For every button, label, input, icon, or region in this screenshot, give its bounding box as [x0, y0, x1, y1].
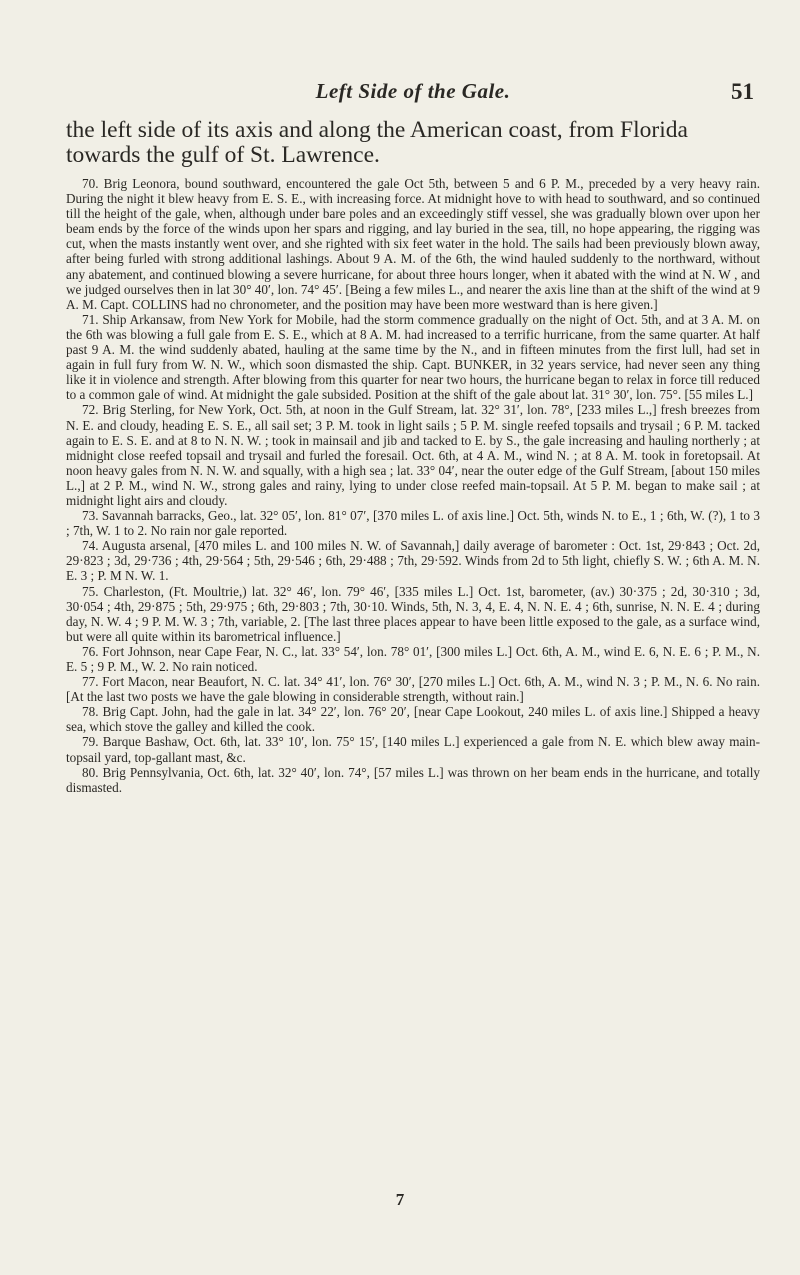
- paragraph-70: 70. Brig Leonora, bound southward, encountered the gale Oct 5th, between 5 and 6 P. M., preceded by a very heavy rain. During the night it blew heavy from E. S. E., with increasing force. At midnight hove to with head to southward, and so continued till the height of the gale, when, although under bare poles and an exceedingly stiff vessel, she was gradually blown over upon her beam ends by the force of the winds upon her spars and rigging, and lay buried in the sea, till, no hope appearing, the rigging was cut, when the masts instantly went over, and she righted with six feet water in the hold. The sails had been previously blown away, after being furled with strong additional lashings. About 9 A. M. of the 6th, the wind hauled suddenly to the northward, without any abatement, and continued blowing a severe hurricane, for about three hours longer, when it abated with the wind at N. W , and we judged ourselves then in lat 30° 40′, lon. 74° 45′. [Being a few miles L., and nearer the axis line than at the shift of the wind at 9 A. M. Capt. COLLINS had no chronometer, and the position may have been more westward than is here given.]: [66, 176, 760, 312]
- paragraph-79: 79. Barque Bashaw, Oct. 6th, lat. 33° 10′, lon. 75° 15′, [140 miles L.] experienced a gale from N. E. which blew away main-topsail yard, top-gallant mast, &c.: [66, 734, 760, 765]
- paragraph-73: 73. Savannah barracks, Geo., lat. 32° 05′, lon. 81° 07′, [370 miles L. of axis line.] Oct. 5th, winds N. to E., 1 ; 6th, W. (?), 1 to 3 ; 7th, W. 1 to 2. No rain nor gale reported.: [66, 508, 760, 539]
- running-head: [66, 79, 760, 111]
- running-title: Left Side of the Gale.: [315, 79, 511, 103]
- paragraph-71: 71. Ship Arkansaw, from New York for Mobile, had the storm commence gradually on the night of Oct. 5th, and at 3 A. M. on the 6th was blowing a full gale from E. S. E., which at 8 A. M. had increased to a terrific hurricane, from the same quarter. At half past 9 A. M. the wind suddenly abated, hauling at the same time by the N., and in fifteen minutes from the first lull, had set in again in full fury from W. N. W., which soon dismasted the ship. Capt. BUNKER, in 32 years service, had never seen any thing like it in violence and strength. After blowing from this quarter for near two hours, the hurricane began to relax in force till reduced to a common gale of wind. At midnight the gale subsided. Position at the shift of the gale about lat. 31° 30′, lon. 75°. [55 miles L.]: [66, 311, 760, 403]
- paragraph-76: 76. Fort Johnson, near Cape Fear, N. C., lat. 33° 54′, lon. 78° 01′, [300 miles L.] Oct. 6th, A. M., wind E. 6, N. E. 6 ; P. M., N. E. 5 ; 9 P. M., W. 2. No rain noticed.: [66, 643, 760, 674]
- body-text: [66, 176, 760, 795]
- signature-mark: 7: [395, 1190, 405, 1209]
- paragraph-74: 74. Augusta arsenal, [470 miles L. and 100 miles N. W. of Savannah,] daily average of barometer : Oct. 1st, 29·843 ; Oct. 2d, 29·823 ; 3d, 29·736 ; 4th, 29·564 ; 5th, 29·546 ; 6th, 29·488 ; 7th, 29·592. Winds from 2d to 5th light, chiefly S. W. ; 6th A. M. N. E. 3 ; P. M N. W. 1.: [66, 538, 760, 584]
- paragraph-78: 78. Brig Capt. John, had the gale in lat. 34° 22′, lon. 76° 20′, [near Cape Lookout, 240 miles L. of axis line.] Shipped a heavy sea, which stove the galley and killed the cook.: [66, 704, 760, 735]
- paragraph-77: 77. Fort Macon, near Beaufort, N. C. lat. 34° 41′, lon. 76° 30′, [270 miles L.] Oct. 6th, A. M., wind N. 3 ; P. M., N. 6. No rain. [At the last two posts we have the gale blowing in considerable strength, without rain.]: [66, 674, 760, 705]
- page-number: 51: [731, 79, 754, 104]
- paragraph-80: 80. Brig Pennsylvania, Oct. 6th, lat. 32° 40′, lon. 74°, [57 miles L.] was thrown on her beam ends in the hurricane, and totally dismasted.: [66, 764, 760, 795]
- paragraph-75: 75. Charleston, (Ft. Moultrie,) lat. 32° 46′, lon. 79° 46′, [335 miles L.] Oct. 1st, barometer, (av.) 30·375 ; 2d, 30·310 ; 3d, 30·054 ; 4th, 29·875 ; 5th, 29·975 ; 6th, 29·803 ; 7th, 30·10. Winds, 5th, N. 3, 4, E. 4, N. N. E. 4 ; 6th, sunrise, N. N. E. 4 ; during day, N. W. 4 ; 9 P. M. W. 3 ; 7th, variable, 2. [The last three places appear to have been little exposed to the gale, as a surface wind, but were all quite within its barometrical influence.]: [66, 583, 760, 644]
- paragraph-72: 72. Brig Sterling, for New York, Oct. 5th, at noon in the Gulf Stream, lat. 32° 31′, lon. 78°, [233 miles L.,] fresh breezes from N. E. and cloudy, heading E. S. E., all sail set; 3 P. M. took in light sails ; 5 P. M. single reefed topsails and trysail ; 6 P. M. tacked again to E. S. E. and at 8 to N. N. W. ; took in mainsail and jib and tacked to E. by S., the gale increasing and hauling northerly ; at midnight close reefed topsail and trysail and furled the foresail. Oct. 6th, at 4 A. M., wind N. ; at 8 A. M. took in foretopsail. At noon heavy gales from N. N. W. and squally, with a high sea ; lat. 33° 04′, near the outer edge of the Gulf Stream, [about 150 miles L.,] at 2 P. M., wind N. W., strong gales and rainy, lying to under close reefed main-topsail. At 5 P. M. began to make sail ; at midnight light airs and cloudy.: [66, 402, 760, 508]
- lead-paragraph: the left side of its axis and along the American coast, from Florida towards the gulf of St. Lawrence.: [66, 117, 688, 168]
